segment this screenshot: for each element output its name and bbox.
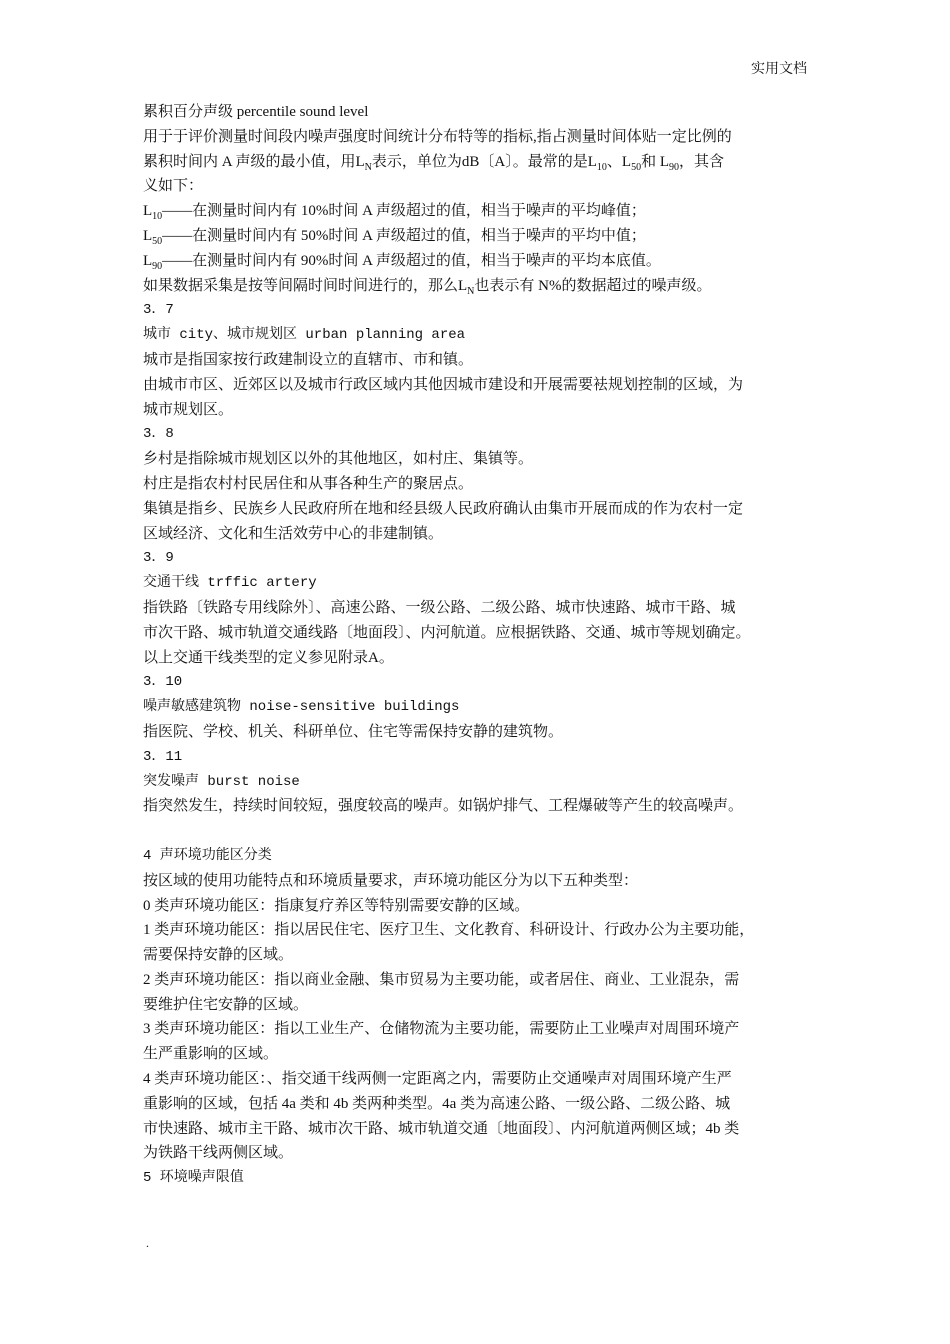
chapter-heading: 5 环境噪声限值 [143,1170,244,1187]
paragraph-line: 城市规划区。 [143,401,234,418]
paragraph-line: 区域经济、文化和生活效劳中心的非建制镇。 [143,525,444,542]
section-title: 城市 city、城市规划区 urban planning area [143,327,466,344]
paragraph-line: 0 类声环境功能区：指康复疗养区等特别需要安静的区域。 [143,897,530,914]
paragraph-line: 累积时间内 A 声级的最小值，用$L_N$表示，单位为dB〔A〕。最常的是$L_{10}$、$L_{50}$和 $L_{90}$，其含 [143,153,725,173]
paragraph-line: 集镇是指乡、民族乡人民政府所在地和经县级人民政府确认由集市开展而成的作为农村一定 [143,500,744,517]
section-title: 突发噪声 burst noise [143,773,300,790]
paragraph-line: 用于于评价测量时间段内噪声强度时间统计分布特等的指标,指占测量时间体贴一定比例的 [143,128,732,145]
section-number: 3．9 [143,550,174,567]
definition-l90: $L_{90}——$在测量时间内有 90%时间 A 声级超过的值，相当于噪声的平均本底值。 [143,252,661,272]
paragraph-line: 要维护住宅安静的区域。 [143,996,309,1013]
section-number: 3．7 [143,302,174,319]
paragraph-line: 以上交通干线类型的定义参见附录A。 [143,649,394,666]
definition-l10: $L_{10}——$在测量时间内有 10%时间 A 声级超过的值，相当于噪声的平均峰值； [143,203,646,223]
page-footer: . [146,1236,149,1250]
paragraph-line: 4 类声环境功能区：、指交通干线两侧一定距离之内，需要防止交通噪声对周围环境产生严 [143,1071,732,1088]
paragraph-line: 指突然发生，持续时间较短，强度较高的噪声。如锅炉排气、工程爆破等产生的较高噪声。 [143,798,744,815]
paragraph-line: 指医院、学校、机关、科研单位、住宅等需保持安静的建筑物。 [143,723,564,740]
paragraph-line: 村庄是指农村村民居住和从事各种生产的聚居点。 [143,475,474,492]
page-header: 实用文档 [751,62,807,77]
paragraph-line: 2 类声环境功能区：指以商业金融、集市贸易为主要功能，或者居住、商业、工业混杂，需 [143,971,740,988]
paragraph-line: 市快速路、城市主干路、城市次干路、城市轨道交通〔地面段〕、内河航道两侧区域；4b 类 [143,1120,740,1137]
section-title: 交通干线 trffic artery [143,575,317,592]
blank-line [143,819,813,844]
paragraph-line: 市次干路、城市轨道交通线路〔地面段〕、内河航道。应根据铁路、交通、城市等规划确定。 [143,624,751,641]
paragraph-line: 需要保持安静的区域。 [143,947,294,964]
paragraph-line: 按区域的使用功能特点和环境质量要求，声环境功能区分为以下五种类型： [143,872,639,889]
section-number: 3．8 [143,426,174,443]
paragraph-line: 如果数据采集是按等间隔时间时间进行的，那么$L_N$也表示有 N%的数据超过的噪声级。 [143,277,712,297]
paragraph-line: 3 类声环境功能区：指以工业生产、仓储物流为主要功能，需要防止工业噪声对周围环境产 [143,1021,740,1038]
chapter-heading: 4 声环境功能区分类 [143,847,272,864]
paragraph-line: 累积百分声级 percentile sound level [143,104,369,120]
paragraph-line: 指铁路〔铁路专用线除外〕、高速公路、一级公路、二级公路、城市快速路、城市干路、城 [143,599,736,616]
section-number: 3．11 [143,748,183,765]
paragraph-line: 义如下： [143,178,204,195]
paragraph-line: 乡村是指除城市规划区以外的其他地区，如村庄、集镇等。 [143,451,534,468]
paragraph-line: 生严重影响的区域。 [143,1046,279,1063]
paragraph-line: 1 类声环境功能区：指以居民住宅、医疗卫生、文化教育、科研设计、行政办公为主要功能， [143,922,755,939]
section-title: 噪声敏感建筑物 noise-sensitive buildings [143,699,460,716]
definition-l50: $L_{50}——$在测量时间内有 50%时间 A 声级超过的值，相当于噪声的平均中值； [143,227,646,247]
section-number: 3．10 [143,674,183,691]
paragraph-line: 由城市市区、近郊区以及城市行政区域内其他因城市建设和开展需要袪规划控制的区域，为 [143,376,744,393]
paragraph-line: 为铁路干线两侧区域。 [143,1145,294,1162]
paragraph-line: 重影响的区域，包括 4a 类和 4b 类两种类型。4a 类为高速公路、一级公路、二级公路、城 [143,1095,731,1112]
paragraph-line: 城市是指国家按行政建制设立的直辖市、市和镇。 [143,351,474,368]
document-body [143,100,813,1191]
